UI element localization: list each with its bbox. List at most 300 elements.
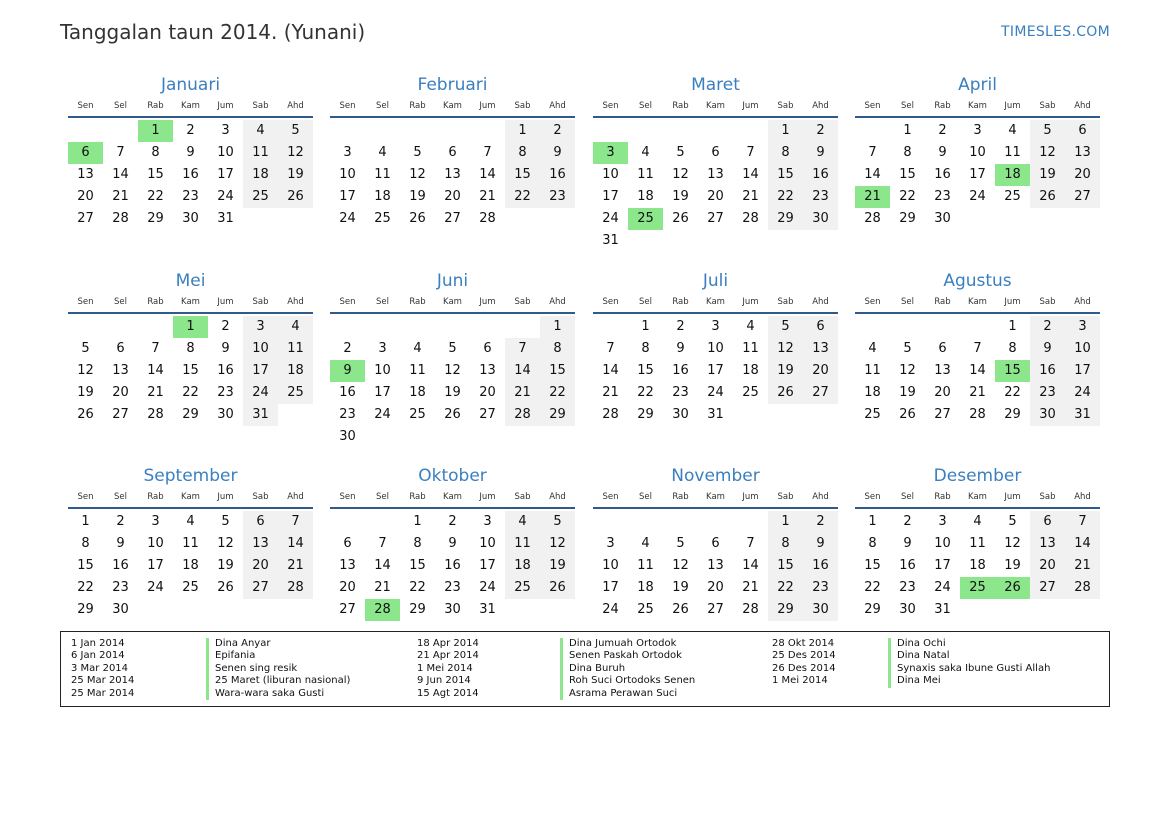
day-cell[interactable]: 21: [742, 189, 759, 204]
day-cell[interactable]: 24: [339, 211, 356, 226]
day-cell[interactable]: 20: [707, 189, 724, 204]
day-cell[interactable]: 26: [768, 382, 803, 404]
day-cell[interactable]: 9: [116, 536, 125, 551]
day-cell[interactable]: 10: [243, 338, 278, 360]
day-cell[interactable]: 2: [116, 514, 125, 529]
day-cell[interactable]: 26: [540, 577, 575, 599]
day-cell[interactable]: 20: [1030, 555, 1065, 577]
day-cell[interactable]: 28: [742, 602, 759, 617]
day-cell[interactable]: 5: [1030, 120, 1065, 142]
day-cell[interactable]: 19: [672, 580, 689, 595]
day-cell[interactable]: 24: [479, 580, 496, 595]
day-cell[interactable]: 18: [278, 360, 313, 382]
day-cell[interactable]: 29: [768, 208, 803, 230]
day-cell[interactable]: 29: [864, 602, 881, 617]
day-cell[interactable]: 3: [151, 514, 160, 529]
day-cell[interactable]: 10: [147, 536, 164, 551]
day-cell[interactable]: 27: [243, 577, 278, 599]
day-cell[interactable]: 16: [112, 558, 129, 573]
day-cell[interactable]: 23: [182, 189, 199, 204]
day-cell[interactable]: 6: [711, 145, 720, 160]
day-cell[interactable]: 2: [186, 123, 195, 138]
day-cell[interactable]: 24: [969, 189, 986, 204]
day-cell[interactable]: 9: [186, 145, 195, 160]
day-cell[interactable]: 5: [1008, 514, 1017, 529]
day-cell[interactable]: 25: [182, 580, 199, 595]
day-cell[interactable]: 25: [637, 602, 654, 617]
day-cell[interactable]: 11: [637, 558, 654, 573]
day-cell[interactable]: 20: [707, 580, 724, 595]
day-cell[interactable]: 22: [637, 385, 654, 400]
day-cell[interactable]: 17: [339, 189, 356, 204]
day-cell[interactable]: 17: [602, 189, 619, 204]
day-cell[interactable]: 2: [803, 120, 838, 142]
day-cell[interactable]: 18: [969, 558, 986, 573]
day-cell[interactable]: 12: [672, 558, 689, 573]
day-cell[interactable]: 15: [899, 167, 916, 182]
brand-link[interactable]: TIMESLES.COM: [1001, 24, 1110, 40]
day-cell[interactable]: 22: [147, 189, 164, 204]
day-cell[interactable]: 19: [217, 558, 234, 573]
day-cell[interactable]: 25: [409, 407, 426, 422]
day-cell[interactable]: 8: [903, 145, 912, 160]
day-cell[interactable]: 22: [505, 186, 540, 208]
day-cell[interactable]: 28: [112, 211, 129, 226]
day-cell[interactable]: 19: [278, 164, 313, 186]
day-cell[interactable]: 6: [1065, 120, 1100, 142]
day-cell[interactable]: 14: [742, 558, 759, 573]
day-cell[interactable]: 11: [182, 536, 199, 551]
day-cell[interactable]: 14: [147, 363, 164, 378]
day-cell[interactable]: 17: [934, 558, 951, 573]
day-cell[interactable]: 15: [409, 558, 426, 573]
day-cell[interactable]: 18: [409, 385, 426, 400]
day-cell[interactable]: 9: [803, 533, 838, 555]
day-cell[interactable]: 22: [1004, 385, 1021, 400]
day-cell[interactable]: 26: [444, 407, 461, 422]
day-cell[interactable]: 28: [864, 211, 881, 226]
day-cell[interactable]: 7: [868, 145, 877, 160]
day-cell[interactable]: 18: [742, 363, 759, 378]
day-cell[interactable]: 11: [1004, 145, 1021, 160]
day-cell[interactable]: 29: [77, 602, 94, 617]
day-cell[interactable]: 24: [147, 580, 164, 595]
day-cell[interactable]: 17: [602, 580, 619, 595]
day-cell[interactable]: 25: [374, 211, 391, 226]
day-cell[interactable]: 13: [707, 558, 724, 573]
day-cell[interactable]: 27: [1030, 577, 1065, 599]
day-cell[interactable]: 25: [243, 186, 278, 208]
day-cell[interactable]: 7: [1065, 511, 1100, 533]
day-cell[interactable]: 1: [81, 514, 90, 529]
holiday-day[interactable]: 25: [960, 577, 995, 599]
day-cell[interactable]: 8: [81, 536, 90, 551]
day-cell[interactable]: 4: [1008, 123, 1017, 138]
day-cell[interactable]: 20: [444, 189, 461, 204]
day-cell[interactable]: 1: [768, 511, 803, 533]
day-cell[interactable]: 6: [1030, 511, 1065, 533]
day-cell[interactable]: 29: [147, 211, 164, 226]
day-cell[interactable]: 27: [1065, 186, 1100, 208]
day-cell[interactable]: 10: [217, 145, 234, 160]
day-cell[interactable]: 15: [147, 167, 164, 182]
day-cell[interactable]: 18: [243, 164, 278, 186]
day-cell[interactable]: 29: [182, 407, 199, 422]
day-cell[interactable]: 21: [742, 580, 759, 595]
day-cell[interactable]: 15: [182, 363, 199, 378]
day-cell[interactable]: 15: [637, 363, 654, 378]
day-cell[interactable]: 10: [374, 363, 391, 378]
day-cell[interactable]: 19: [768, 360, 803, 382]
day-cell[interactable]: 11: [243, 142, 278, 164]
day-cell[interactable]: 22: [77, 580, 94, 595]
day-cell[interactable]: 12: [899, 363, 916, 378]
day-cell[interactable]: 17: [479, 558, 496, 573]
day-cell[interactable]: 4: [278, 316, 313, 338]
day-cell[interactable]: 29: [1004, 407, 1021, 422]
day-cell[interactable]: 8: [768, 142, 803, 164]
day-cell[interactable]: 5: [676, 145, 685, 160]
day-cell[interactable]: 15: [505, 164, 540, 186]
day-cell[interactable]: 7: [746, 145, 755, 160]
day-cell[interactable]: 2: [448, 514, 457, 529]
day-cell[interactable]: 31: [243, 404, 278, 426]
day-cell[interactable]: 9: [903, 536, 912, 551]
day-cell[interactable]: 23: [672, 385, 689, 400]
day-cell[interactable]: 7: [483, 145, 492, 160]
day-cell[interactable]: 5: [221, 514, 230, 529]
day-cell[interactable]: 29: [409, 602, 426, 617]
day-cell[interactable]: 28: [969, 407, 986, 422]
day-cell[interactable]: 14: [479, 167, 496, 182]
day-cell[interactable]: 30: [899, 602, 916, 617]
day-cell[interactable]: 7: [746, 536, 755, 551]
day-cell[interactable]: 30: [672, 407, 689, 422]
day-cell[interactable]: 27: [707, 211, 724, 226]
day-cell[interactable]: 13: [707, 167, 724, 182]
day-cell[interactable]: 13: [339, 558, 356, 573]
day-cell[interactable]: 16: [803, 164, 838, 186]
day-cell[interactable]: 28: [479, 211, 496, 226]
day-cell[interactable]: 5: [540, 511, 575, 533]
day-cell[interactable]: 9: [676, 341, 685, 356]
day-cell[interactable]: 31: [217, 211, 234, 226]
holiday-day[interactable]: 21: [855, 186, 890, 208]
day-cell[interactable]: 11: [409, 363, 426, 378]
day-cell[interactable]: 12: [444, 363, 461, 378]
day-cell[interactable]: 16: [899, 558, 916, 573]
day-cell[interactable]: 13: [479, 363, 496, 378]
day-cell[interactable]: 6: [243, 511, 278, 533]
day-cell[interactable]: 16: [540, 164, 575, 186]
day-cell[interactable]: 12: [672, 167, 689, 182]
day-cell[interactable]: 6: [116, 341, 125, 356]
holiday-day[interactable]: 18: [995, 164, 1030, 186]
day-cell[interactable]: 13: [1030, 533, 1065, 555]
day-cell[interactable]: 15: [77, 558, 94, 573]
day-cell[interactable]: 20: [1065, 164, 1100, 186]
day-cell[interactable]: 23: [112, 580, 129, 595]
day-cell[interactable]: 27: [339, 602, 356, 617]
day-cell[interactable]: 1: [1008, 319, 1017, 334]
day-cell[interactable]: 4: [641, 145, 650, 160]
day-cell[interactable]: 8: [1008, 341, 1017, 356]
day-cell[interactable]: 2: [903, 514, 912, 529]
day-cell[interactable]: 14: [374, 558, 391, 573]
day-cell[interactable]: 12: [1004, 536, 1021, 551]
day-cell[interactable]: 24: [1065, 382, 1100, 404]
day-cell[interactable]: 27: [77, 211, 94, 226]
day-cell[interactable]: 26: [217, 580, 234, 595]
day-cell[interactable]: 6: [448, 145, 457, 160]
day-cell[interactable]: 25: [864, 407, 881, 422]
day-cell[interactable]: 13: [77, 167, 94, 182]
day-cell[interactable]: 8: [186, 341, 195, 356]
day-cell[interactable]: 27: [479, 407, 496, 422]
day-cell[interactable]: 20: [112, 385, 129, 400]
day-cell[interactable]: 16: [803, 555, 838, 577]
day-cell[interactable]: 23: [217, 385, 234, 400]
day-cell[interactable]: 10: [969, 145, 986, 160]
day-cell[interactable]: 10: [602, 558, 619, 573]
day-cell[interactable]: 17: [147, 558, 164, 573]
day-cell[interactable]: 9: [448, 536, 457, 551]
day-cell[interactable]: 17: [969, 167, 986, 182]
day-cell[interactable]: 2: [938, 123, 947, 138]
day-cell[interactable]: 2: [221, 319, 230, 334]
day-cell[interactable]: 16: [217, 363, 234, 378]
day-cell[interactable]: 16: [339, 385, 356, 400]
day-cell[interactable]: 30: [803, 599, 838, 621]
day-cell[interactable]: 21: [969, 385, 986, 400]
day-cell[interactable]: 20: [934, 385, 951, 400]
day-cell[interactable]: 4: [186, 514, 195, 529]
day-cell[interactable]: 24: [602, 211, 619, 226]
day-cell[interactable]: 24: [934, 580, 951, 595]
day-cell[interactable]: 24: [217, 189, 234, 204]
day-cell[interactable]: 19: [409, 189, 426, 204]
day-cell[interactable]: 6: [938, 341, 947, 356]
day-cell[interactable]: 20: [803, 360, 838, 382]
day-cell[interactable]: 14: [1065, 533, 1100, 555]
day-cell[interactable]: 23: [803, 186, 838, 208]
day-cell[interactable]: 25: [278, 382, 313, 404]
day-cell[interactable]: 12: [1030, 142, 1065, 164]
day-cell[interactable]: 9: [803, 142, 838, 164]
day-cell[interactable]: 4: [973, 514, 982, 529]
day-cell[interactable]: 22: [540, 382, 575, 404]
day-cell[interactable]: 26: [672, 211, 689, 226]
day-cell[interactable]: 6: [483, 341, 492, 356]
day-cell[interactable]: 21: [112, 189, 129, 204]
day-cell[interactable]: 20: [339, 580, 356, 595]
day-cell[interactable]: 28: [742, 211, 759, 226]
day-cell[interactable]: 7: [378, 536, 387, 551]
day-cell[interactable]: 21: [147, 385, 164, 400]
day-cell[interactable]: 7: [116, 145, 125, 160]
day-cell[interactable]: 4: [413, 341, 422, 356]
day-cell[interactable]: 10: [339, 167, 356, 182]
day-cell[interactable]: 17: [1065, 360, 1100, 382]
day-cell[interactable]: 12: [540, 533, 575, 555]
day-cell[interactable]: 24: [243, 382, 278, 404]
day-cell[interactable]: 16: [1030, 360, 1065, 382]
day-cell[interactable]: 2: [343, 341, 352, 356]
day-cell[interactable]: 16: [444, 558, 461, 573]
day-cell[interactable]: 19: [899, 385, 916, 400]
day-cell[interactable]: 3: [938, 514, 947, 529]
day-cell[interactable]: 4: [868, 341, 877, 356]
day-cell[interactable]: 16: [672, 363, 689, 378]
day-cell[interactable]: 29: [899, 211, 916, 226]
day-cell[interactable]: 13: [1065, 142, 1100, 164]
day-cell[interactable]: 12: [217, 536, 234, 551]
day-cell[interactable]: 3: [973, 123, 982, 138]
day-cell[interactable]: 24: [602, 602, 619, 617]
day-cell[interactable]: 21: [479, 189, 496, 204]
day-cell[interactable]: 13: [444, 167, 461, 182]
day-cell[interactable]: 7: [505, 338, 540, 360]
day-cell[interactable]: 22: [182, 385, 199, 400]
day-cell[interactable]: 5: [81, 341, 90, 356]
day-cell[interactable]: 2: [803, 511, 838, 533]
day-cell[interactable]: 21: [505, 382, 540, 404]
day-cell[interactable]: 14: [969, 363, 986, 378]
day-cell[interactable]: 16: [182, 167, 199, 182]
day-cell[interactable]: 17: [243, 360, 278, 382]
holiday-day[interactable]: 28: [365, 599, 400, 621]
day-cell[interactable]: 4: [641, 536, 650, 551]
day-cell[interactable]: 15: [768, 164, 803, 186]
day-cell[interactable]: 14: [505, 360, 540, 382]
day-cell[interactable]: 3: [343, 145, 352, 160]
day-cell[interactable]: 1: [540, 316, 575, 338]
day-cell[interactable]: 22: [768, 186, 803, 208]
day-cell[interactable]: 9: [1030, 338, 1065, 360]
day-cell[interactable]: 5: [278, 120, 313, 142]
holiday-day[interactable]: 15: [995, 360, 1030, 382]
day-cell[interactable]: 29: [540, 404, 575, 426]
day-cell[interactable]: 13: [934, 363, 951, 378]
day-cell[interactable]: 28: [278, 577, 313, 599]
day-cell[interactable]: 11: [278, 338, 313, 360]
day-cell[interactable]: 31: [479, 602, 496, 617]
day-cell[interactable]: 24: [374, 407, 391, 422]
day-cell[interactable]: 25: [742, 385, 759, 400]
day-cell[interactable]: 23: [934, 189, 951, 204]
day-cell[interactable]: 15: [864, 558, 881, 573]
day-cell[interactable]: 9: [221, 341, 230, 356]
day-cell[interactable]: 19: [672, 189, 689, 204]
day-cell[interactable]: 20: [243, 555, 278, 577]
day-cell[interactable]: 11: [637, 167, 654, 182]
day-cell[interactable]: 6: [803, 316, 838, 338]
day-cell[interactable]: 31: [707, 407, 724, 422]
day-cell[interactable]: 29: [637, 407, 654, 422]
holiday-day[interactable]: 1: [173, 316, 208, 338]
day-cell[interactable]: 30: [217, 407, 234, 422]
day-cell[interactable]: 28: [505, 404, 540, 426]
day-cell[interactable]: 15: [768, 555, 803, 577]
day-cell[interactable]: 1: [868, 514, 877, 529]
day-cell[interactable]: 19: [540, 555, 575, 577]
day-cell[interactable]: 5: [448, 341, 457, 356]
day-cell[interactable]: 24: [707, 385, 724, 400]
day-cell[interactable]: 19: [1030, 164, 1065, 186]
day-cell[interactable]: 23: [339, 407, 356, 422]
day-cell[interactable]: 30: [182, 211, 199, 226]
day-cell[interactable]: 5: [768, 316, 803, 338]
day-cell[interactable]: 26: [77, 407, 94, 422]
day-cell[interactable]: 8: [768, 533, 803, 555]
day-cell[interactable]: 7: [973, 341, 982, 356]
day-cell[interactable]: 6: [711, 536, 720, 551]
day-cell[interactable]: 18: [637, 189, 654, 204]
day-cell[interactable]: 29: [768, 599, 803, 621]
day-cell[interactable]: 12: [409, 167, 426, 182]
day-cell[interactable]: 3: [243, 316, 278, 338]
day-cell[interactable]: 2: [1030, 316, 1065, 338]
day-cell[interactable]: 11: [864, 363, 881, 378]
day-cell[interactable]: 6: [343, 536, 352, 551]
day-cell[interactable]: 23: [1030, 382, 1065, 404]
day-cell[interactable]: 1: [903, 123, 912, 138]
day-cell[interactable]: 26: [278, 186, 313, 208]
day-cell[interactable]: 12: [768, 338, 803, 360]
day-cell[interactable]: 10: [479, 536, 496, 551]
holiday-day[interactable]: 25: [628, 208, 663, 230]
day-cell[interactable]: 11: [742, 341, 759, 356]
day-cell[interactable]: 25: [1004, 189, 1021, 204]
day-cell[interactable]: 21: [1065, 555, 1100, 577]
day-cell[interactable]: 17: [217, 167, 234, 182]
day-cell[interactable]: 3: [606, 536, 615, 551]
day-cell[interactable]: 9: [540, 142, 575, 164]
day-cell[interactable]: 4: [378, 145, 387, 160]
day-cell[interactable]: 22: [864, 580, 881, 595]
day-cell[interactable]: 7: [278, 511, 313, 533]
holiday-day[interactable]: 9: [330, 360, 365, 382]
day-cell[interactable]: 2: [540, 120, 575, 142]
day-cell[interactable]: 22: [409, 580, 426, 595]
day-cell[interactable]: 23: [899, 580, 916, 595]
day-cell[interactable]: 17: [374, 385, 391, 400]
day-cell[interactable]: 28: [1065, 577, 1100, 599]
day-cell[interactable]: 26: [672, 602, 689, 617]
day-cell[interactable]: 22: [899, 189, 916, 204]
day-cell[interactable]: 12: [278, 142, 313, 164]
day-cell[interactable]: 5: [413, 145, 422, 160]
day-cell[interactable]: 18: [182, 558, 199, 573]
day-cell[interactable]: 21: [278, 555, 313, 577]
day-cell[interactable]: 27: [707, 602, 724, 617]
day-cell[interactable]: 19: [1004, 558, 1021, 573]
day-cell[interactable]: 8: [868, 536, 877, 551]
day-cell[interactable]: 30: [934, 211, 951, 226]
day-cell[interactable]: 17: [707, 363, 724, 378]
day-cell[interactable]: 18: [637, 580, 654, 595]
day-cell[interactable]: 1: [641, 319, 650, 334]
holiday-day[interactable]: 6: [68, 142, 103, 164]
day-cell[interactable]: 21: [602, 385, 619, 400]
day-cell[interactable]: 5: [676, 536, 685, 551]
day-cell[interactable]: 27: [934, 407, 951, 422]
day-cell[interactable]: 12: [77, 363, 94, 378]
day-cell[interactable]: 3: [711, 319, 720, 334]
day-cell[interactable]: 3: [221, 123, 230, 138]
day-cell[interactable]: 25: [505, 577, 540, 599]
day-cell[interactable]: 10: [602, 167, 619, 182]
